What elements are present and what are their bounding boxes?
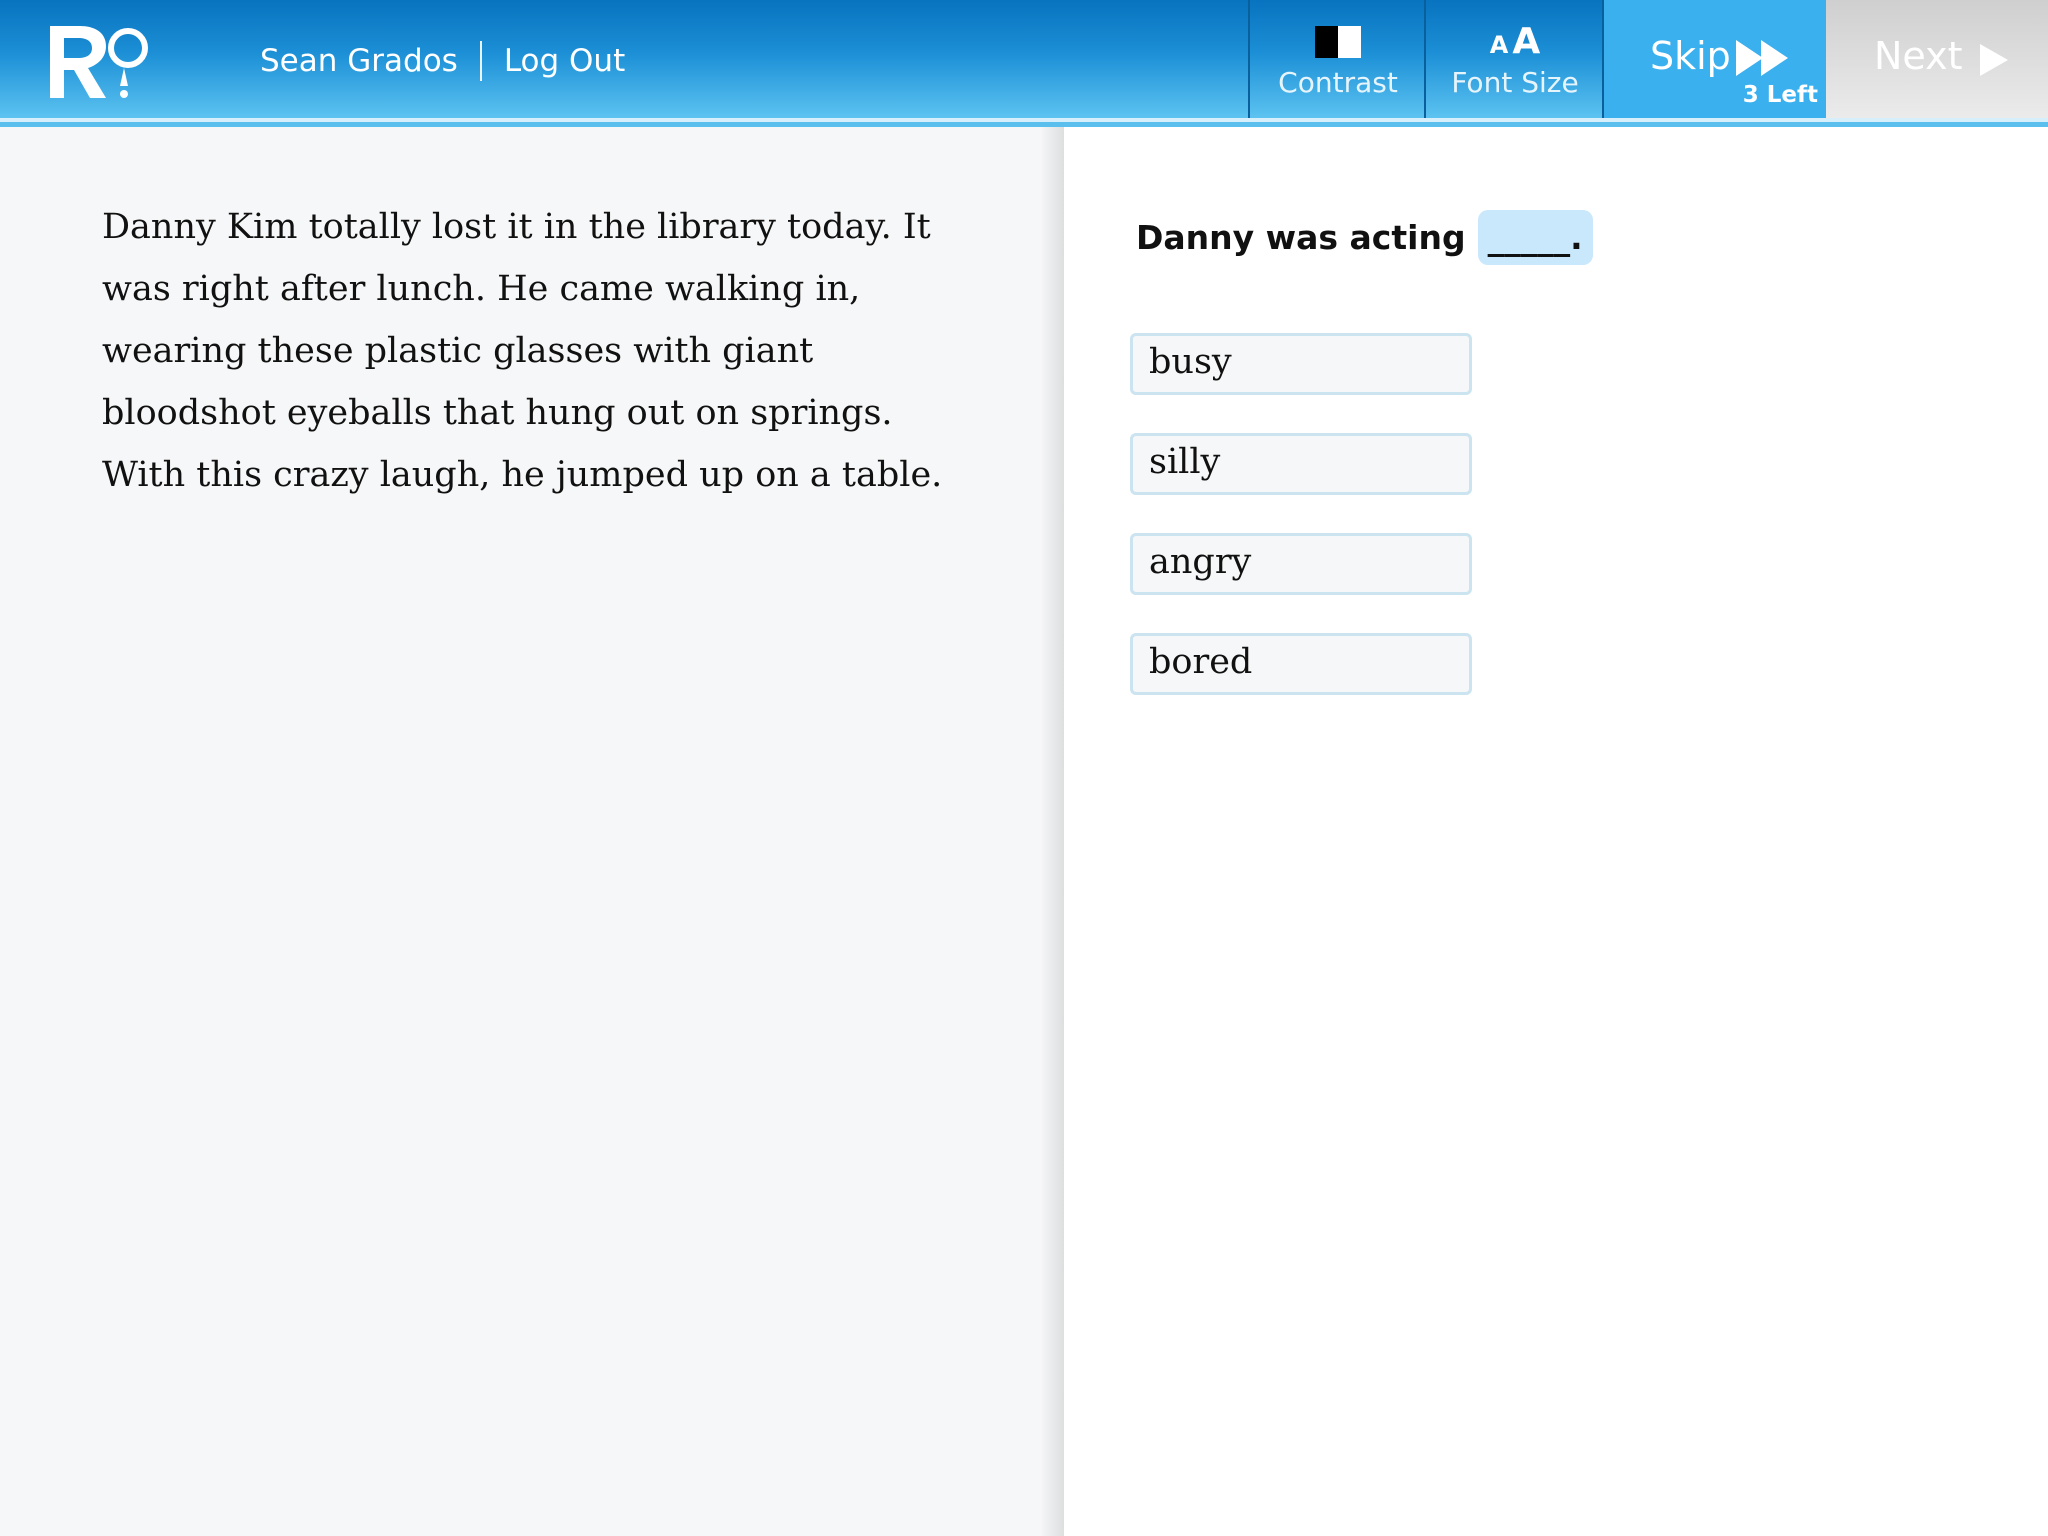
font-size-icon: A A xyxy=(1489,21,1541,62)
font-size-label: Font Size xyxy=(1451,66,1579,99)
user-area xyxy=(260,36,625,86)
play-arrow-icon xyxy=(1978,42,2010,78)
answer-choice-busy[interactable]: busy xyxy=(1130,333,1472,395)
divider xyxy=(480,41,482,81)
readorium-logo-icon xyxy=(48,22,152,102)
skips-remaining: 3 Left xyxy=(1742,82,1818,108)
skip-label: Skip xyxy=(1650,34,1731,78)
passage-text: Danny Kim totally lost it in the library today. It was right after lunch. He came walking in, wearing these plastic glasses with giant bloodshot eyeballs that hung out on springs. With this crazy laugh, he jumped up on a table. xyxy=(102,207,943,495)
skip-button[interactable] xyxy=(1602,0,1828,118)
contrast-button[interactable] xyxy=(1248,0,1426,118)
next-label: Next xyxy=(1874,34,1963,78)
user-name: Sean Grados xyxy=(260,43,458,79)
answer-blank[interactable]: _____. xyxy=(1478,210,1593,265)
question xyxy=(1136,210,1593,265)
answer-choice-bored[interactable]: bored xyxy=(1130,633,1472,695)
contrast-label: Contrast xyxy=(1278,66,1398,99)
panel-shadow xyxy=(1040,127,1064,1536)
top-bar xyxy=(0,0,2048,118)
answer-choice-silly[interactable]: silly xyxy=(1130,433,1472,495)
answer-choice-angry[interactable]: angry xyxy=(1130,533,1472,595)
contrast-icon xyxy=(1315,26,1361,58)
logout-link[interactable]: Log Out xyxy=(503,43,626,79)
question-prompt: Danny was acting xyxy=(1136,218,1466,257)
font-size-button[interactable] xyxy=(1424,0,1604,118)
next-button[interactable] xyxy=(1826,0,2048,118)
fast-forward-icon xyxy=(1736,40,1790,76)
